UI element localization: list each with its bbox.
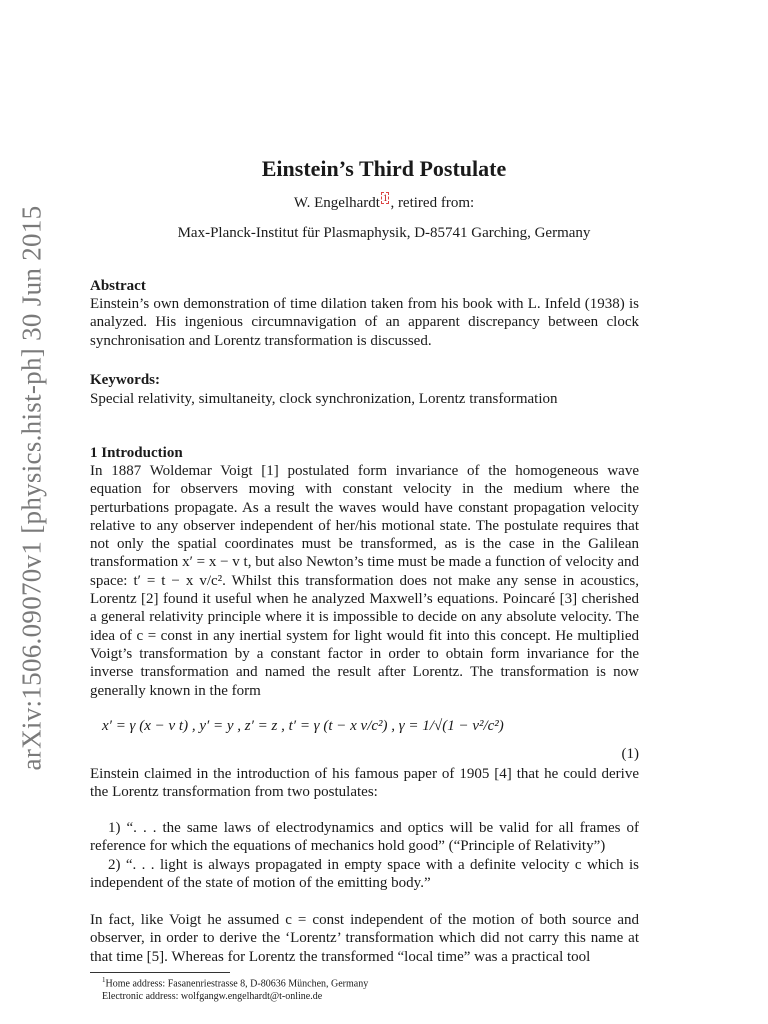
equation-number: (1) bbox=[621, 746, 639, 762]
lorentz-equation bbox=[90, 716, 639, 764]
equation-body: x′ = γ (x − v t) , y′ = y , z′ = z , t′ = γ (t − x v/c²) , γ = 1/√(1 − v²/c²) bbox=[102, 718, 504, 734]
author-name: W. Engelhardt bbox=[293, 195, 380, 211]
arxiv-side-stamp bbox=[12, 205, 52, 771]
author-suffix: , retired from: bbox=[390, 195, 475, 211]
postulate-1: 1) “. . . the same laws of electrodynamics and optics will be valid for all frames of reference for which the equations of mechanics hold good” (“Principle of Relativity”) bbox=[90, 820, 639, 855]
abstract-heading: Abstract bbox=[90, 278, 146, 294]
introduction-heading: 1 Introduction bbox=[90, 445, 183, 461]
abstract-text: Einstein’s own demonstration of time dilation taken from his book with L. Infeld (1938) is analyzed. His ingenious circumnavigation of an apparent discrepancy between clock synchronisation and Lorentz transformation is discussed. bbox=[90, 296, 639, 349]
postulates-list bbox=[90, 819, 639, 892]
after-equation-text: Einstein claimed in the introduction of his famous paper of 1905 [4] that he could derive the Lorentz transformation from two postulates: bbox=[90, 766, 639, 801]
arxiv-identifier: arXiv:1506.09070v1 [physics.hist-ph] 30 Jun 2015 bbox=[16, 205, 47, 771]
final-paragraph: In fact, like Voigt he assumed c = const independent of the motion of both source and observer, in order to derive the ‘Lorentz’ transformation which did not carry this name at that time [5]. Whereas for Lorentz the transformed “local time” was a practical tool bbox=[90, 912, 639, 965]
keywords-heading: Keywords: bbox=[90, 372, 160, 388]
author-footnote-link[interactable]: 1 bbox=[382, 193, 388, 203]
author-line bbox=[0, 193, 768, 212]
keywords-text: Special relativity, simultaneity, clock synchronization, Lorentz transformation bbox=[90, 391, 558, 407]
footnote bbox=[102, 974, 368, 1003]
footnote-rule bbox=[90, 972, 230, 973]
introduction-text: In 1887 Woldemar Voigt [1] postulated form invariance of the homogeneous wave equation for observers moving with constant velocity in the medium where the perturbations propagate. As a result the waves would have constant propagation velocity relative to any observer independent of her/his motional state. The postulate requires that not only the spatial coordinates must be transformed, as is the case in the Galilean transformation x′ = x − v t, but also Newton’s time must be made a function of velocity and space: t′ = t − x v/c². Whilst this transformation does not make any sense in acoustics, Lorentz [2] found it useful when he analyzed Maxwell’s equations. Poincaré [3] cherished a general relativity principle where it is impossible to decide on any absolute velocity. The idea of c = const in any inertial system for light would fit into this concept. He multiplied Voigt’s transformation by a constant factor in order to obtain form invariance for the inverse transformation and named the result after Lorentz. The transformation is now generally known in the form bbox=[90, 463, 639, 699]
footnote-email: Electronic address: wolfgangw.engelhardt@t-online.de bbox=[102, 991, 323, 1003]
paper-title: Einstein’s Third Postulate bbox=[261, 156, 507, 181]
postulate-2: 2) “. . . light is always propagated in empty space with a definite velocity c which is independent of the state of motion of the emitting body.” bbox=[90, 856, 639, 891]
affiliation: Max-Planck-Institut für Plasmaphysik, D-85741 Garching, Germany bbox=[177, 225, 591, 241]
footnote-home-address: Home address: Fasanenriestrasse 8, D-80636 München, Germany bbox=[105, 978, 369, 990]
footnote-mark: 1 bbox=[102, 976, 106, 984]
